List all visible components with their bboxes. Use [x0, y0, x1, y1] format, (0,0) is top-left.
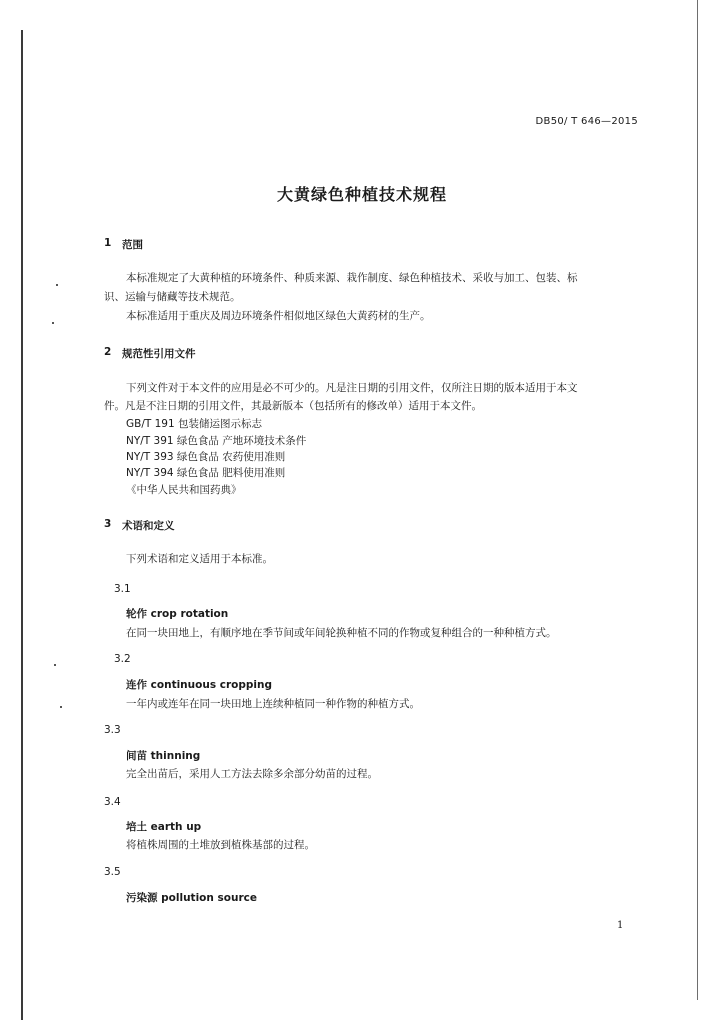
term-definition: 将植株周围的土堆放到植株基部的过程。: [126, 839, 315, 851]
term-number: 3.2: [114, 653, 131, 665]
section-2-para-1a: 下列文件对于本文件的应用是必不可少的。凡是注日期的引用文件，仅所注日期的版本适用于本文: [126, 382, 578, 394]
scan-speck: [60, 706, 62, 708]
reference-item: NY/T 394 绿色食品 肥料使用准则: [126, 467, 286, 479]
reference-item: GB/T 191 包装储运图示标志: [126, 418, 263, 430]
scan-speck: [52, 322, 54, 324]
document-title: 大黄绿色种植技术规程: [276, 185, 447, 204]
term-definition: 在同一块田地上，有顺序地在季节间或年间轮换种植不同的作物或复种组合的一种种植方式。: [126, 627, 557, 639]
section-2-para-1b: 件。凡是不注日期的引用文件，其最新版本（包括所有的修改单）适用于本文件。: [104, 400, 482, 412]
scan-edge-left: [21, 30, 23, 1020]
term-number: 3.1: [114, 583, 131, 595]
term-name: 培土 earth up: [126, 821, 202, 833]
reference-item: NY/T 391 绿色食品 产地环境技术条件: [126, 435, 307, 447]
section-3-heading: 术语和定义: [122, 520, 175, 532]
term-number: 3.4: [104, 796, 121, 808]
section-3-intro: 下列术语和定义适用于本标准。: [126, 553, 273, 565]
term-number: 3.3: [104, 724, 121, 736]
term-number: 3.5: [104, 866, 121, 878]
term-name: 连作 continuous cropping: [126, 679, 272, 691]
term-definition: 完全出苗后，采用人工方法去除多余部分幼苗的过程。: [126, 768, 378, 780]
section-1-heading: 范围: [122, 239, 143, 251]
reference-item: NY/T 393 绿色食品 农药使用准则: [126, 451, 286, 463]
term-name: 污染源 pollution source: [126, 892, 257, 904]
section-2-heading: 规范性引用文件: [122, 348, 196, 360]
reference-item: 《中华人民共和国药典》: [126, 484, 242, 496]
term-name: 轮作 crop rotation: [126, 608, 229, 620]
section-1-para-1b: 识、运输与储藏等技术规范。: [104, 291, 241, 303]
scan-edge-right: [697, 0, 698, 1000]
section-1-number: 1: [104, 237, 112, 249]
section-2-number: 2: [104, 346, 112, 358]
page-number: 1: [617, 920, 624, 931]
document-code: DB50/ T 646—2015: [535, 116, 638, 127]
section-1-para-2: 本标准适用于重庆及周边环境条件相似地区绿色大黄药材的生产。: [126, 310, 431, 322]
scan-speck: [56, 284, 58, 286]
scan-speck: [54, 664, 56, 666]
term-definition: 一年内或连年在同一块田地上连续种植同一种作物的种植方式。: [126, 698, 420, 710]
section-3-number: 3: [104, 518, 112, 530]
section-1-para-1a: 本标准规定了大黄种植的环境条件、种质来源、栽作制度、绿色种植技术、采收与加工、包装、标: [126, 272, 578, 284]
term-name: 间苗 thinning: [126, 750, 201, 762]
